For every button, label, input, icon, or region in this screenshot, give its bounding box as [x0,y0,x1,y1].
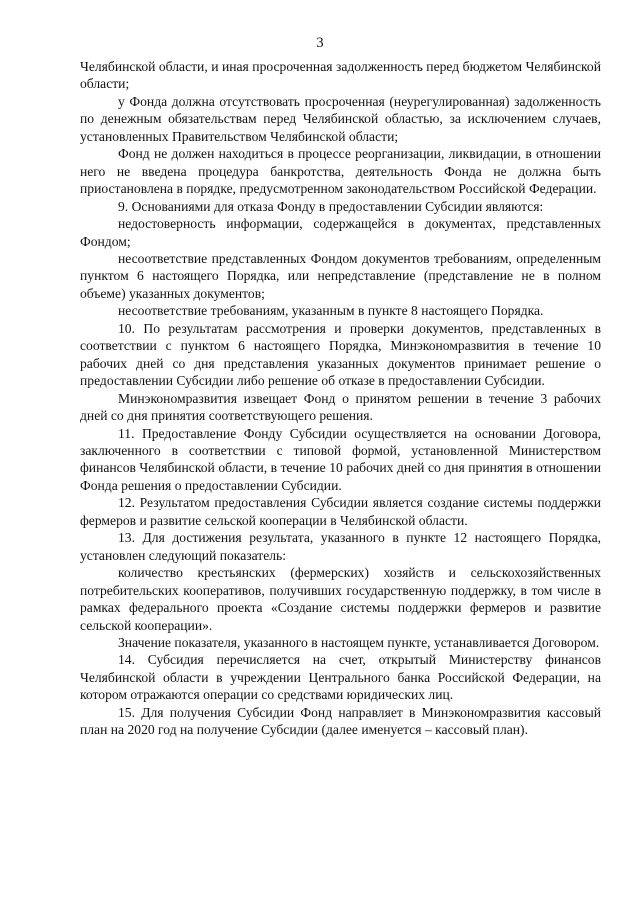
paragraph-indicator-definition: количество крестьянских (фермерских) хозяйств и сельскохозяйственных потребительских кооперативов, получивших государственную поддержку, в том числе в рамках федерального проекта «Создание системы поддержки фермеров и развитие сельской кооперации». [80,565,601,633]
paragraph-14-transfer: 14. Субсидия перечисляется на счет, открытый Министерству финансов Челябинской области в учреждении Центрального банка Российской Федерации, на котором отражаются операции со средствами юридических лиц. [80,652,601,703]
paragraph-requirements-mismatch: несоответствие требованиям, указанным в пункте 8 настоящего Порядка. [118,303,544,319]
paragraph-notification: Минэкономразвития извещает Фонд о принятом решении в течение 3 рабочих дней со дня принятия соответствующего решения. [80,390,601,424]
paragraph-12-result: 12. Результатом предоставления Субсидии является создание системы поддержки фермеров и развитие сельской кооперации в Челябинской области. [80,495,601,528]
paragraph-documents-mismatch: несоответствие представленных Фондом документов требованиям, определенным пунктом 6 настоящего Порядка, или непредставление (представление не в полном объеме) указанных документов; [80,250,601,301]
document-body [80,58,601,739]
paragraph-10-decision: 10. По результатам рассмотрения и проверки документов, представленных в соответствии с пунктом 6 настоящего Порядка, Минэкономразвития в течение 10 рабочих дней со дня представления указанных документов принимает решение о предоставлении Субсидии либо решение об отказе в предоставлении Субсидии. [80,320,601,389]
paragraph-indicator-value: Значение показателя, указанного в настоящем пункте, устанавливается Договором. [118,634,600,650]
paragraph-no-overdue-debt: у Фонда должна отсутствовать просроченная (неурегулированная) задолженность по денежным обязательствам перед Челябинской областью, за исключением случаев, установленных Правительством Челябинской области; [80,93,601,144]
page-number: 3 [316,35,324,51]
paragraph-15-cash-plan: 15. Для получения Субсидии Фонд направляет в Минэкономразвития кассовый план на 2020 год на получение Субсидии (далее именуется – кассовый план). [80,704,601,738]
paragraph-13-indicator: 13. Для достижения результата, указанного в пункте 12 настоящего Порядка, установлен следующий показатель: [80,530,601,563]
paragraph-no-reorganization: Фонд не должен находиться в процессе реорганизации, ликвидации, в отношении него не введена процедура банкротства, деятельность Фонда не должна быть приостановлена в порядке, предусмотренном законодательством Российской Федерации. [80,146,601,197]
paragraph-continuation: Челябинской области, и иная просроченная задолженность перед бюджетом Челябинской области; [80,59,601,92]
paragraph-9-refusal-grounds: 9. Основаниями для отказа Фонду в предоставлении Субсидии являются: [118,198,544,214]
paragraph-11-agreement: 11. Предоставление Фонду Субсидии осуществляется на основании Договора, заключенного в соответствии с типовой формой, установленной Министерством финансов Челябинской области, в течение 10 рабочих дней со дня принятия в отношении Фонда решения о предоставлении Субсидии. [80,425,601,493]
paragraph-unreliable-info: недостоверность информации, содержащейся в документах, представленных Фондом; [80,216,601,249]
